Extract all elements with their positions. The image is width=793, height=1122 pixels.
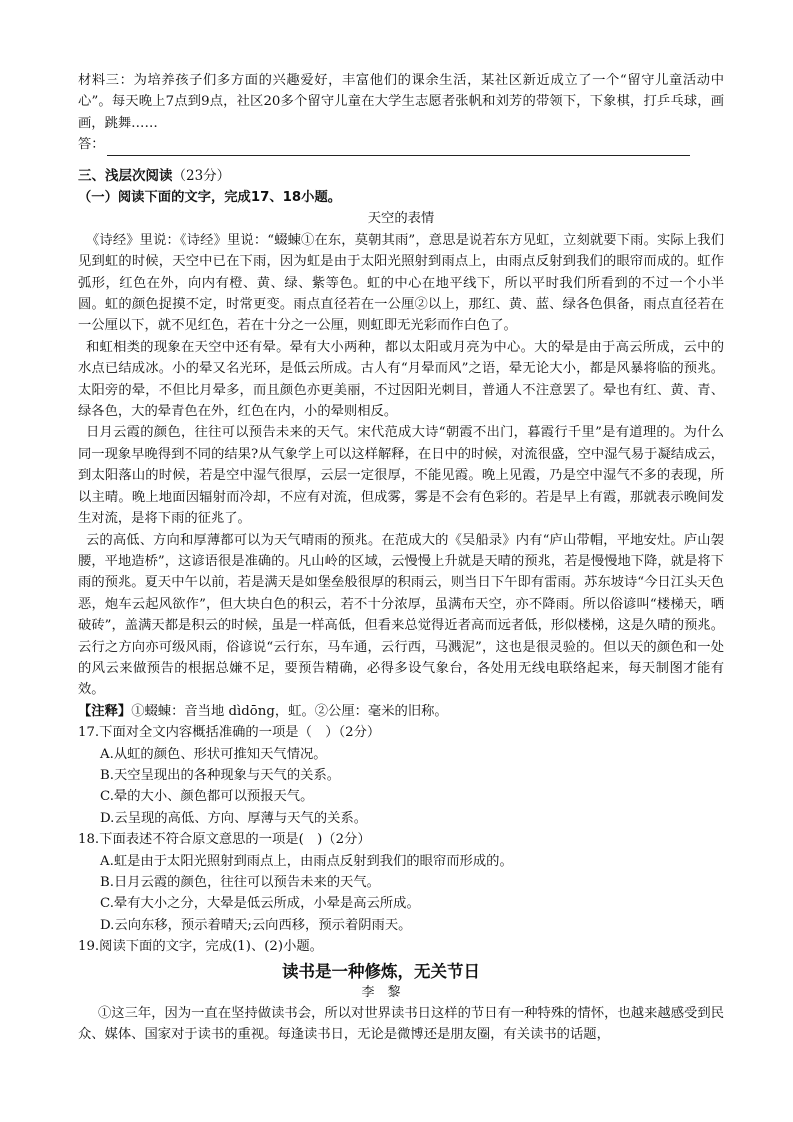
annotation-text: ①蝃蝀：音当地 dìdōng，虹。②公厘：毫米的旧称。 [131, 703, 448, 719]
essay-author: 李 黎 [361, 984, 401, 1000]
question-17-options [78, 744, 724, 830]
question-17-option-a[interactable]: A.从虹的颜色、形状可推知天气情况。 [100, 746, 327, 762]
question-18-option-c[interactable]: C.晕有大小之分，大晕是低云所成，小晕是高云所成。 [100, 896, 420, 912]
section-three-title: 三、浅层次阅读 [78, 167, 173, 184]
question-18-options [78, 851, 724, 937]
article-paragraph: 和虹相类的现象在天空中还有晕。晕有大小两种，都以太阳或月亮为中心。大的晕是由于高云所成，云中的水点已结成冰。小的晕又名光环，是低云所成。古人有“月晕而风”之语，晕无论大小，都是风暴将临的预兆。太阳旁的晕，不但比月晕多，而且颜色亦更美丽，不过因阳光刺目，普通人不注意罢了。晕也有红、黄、青、绿各色，大的晕青色在外，红色在内，小的晕则相反。 [78, 339, 724, 420]
question-18-option-b[interactable]: B.日月云霞的颜色，往往可以预告未来的天气。 [100, 875, 380, 891]
article-paragraph: 日月云霞的颜色，往往可以预告未来的天气。宋代范成大诗“朝霞不出门，暮霞行千里”是有道理的。为什么同一现象早晚得到不同的结果?从气象学上可以这样解释，在日中的时候，对流很盛，空中湿气易于凝结成云，到太阳落山的时候，若是空中湿气很厚，云层一定很厚，不能见霞。晚上见霞，乃是空中湿气不多的表现，所以主晴。晚上地面因辐射而冷却，不应有对流，但成雾，雾是不会有色彩的。若是早上有霞，那就表示晚间发生对流，是将下雨的征兆了。 [78, 425, 724, 527]
question-19-stem: 19.阅读下面的文字，完成(1)、(2)小题。 [78, 939, 323, 955]
question-17-option-c[interactable]: C.晕的大小、颜色都可以预报天气。 [100, 789, 314, 805]
article-paragraph: 云的高低、方向和厚薄都可以为天气晴雨的预兆。在范成大的《吴船录》内有“庐山带帽，平地安灶。庐山袈腰，平地造桥”，这谚语很是准确的。凡山岭的区域，云慢慢上升就是天晴的预兆，若是慢慢地下降，就是将下雨的预兆。夏天中午以前，若是满天是如堡垒般很厚的积雨云，则当日下午即有雷雨。苏东坡诗“今日江头天色恶，炮车云起风欲作”，但大块白色的积云，若不十分浓厚，虽满布天空，亦不降雨。所以俗谚叫“楼梯天，晒破砖”，盖满天都是积云的时候，虽是一样高低，但看来总觉得近者高而远者低，形似楼梯，这是久晴的预兆。云行之方向亦可级风雨，俗谚说“云行东，马车通，云行西，马溅泥”，这也是很灵验的。但以天的颜色和一处的风云来做预告的根据总嫌不足，要预告精确，必得多设气象台，各处用无线电联络起来，每天制图才能有效。 [78, 532, 724, 698]
annotation-label: 【注释】 [78, 703, 132, 719]
answer-blank-line[interactable] [107, 141, 690, 156]
question-17-option-d[interactable]: D.云呈现的高低、方向、厚薄与天气的关系。 [100, 810, 368, 826]
question-17-option-b[interactable]: B.天空呈现出的各种现象与天气的关系。 [100, 767, 341, 783]
essay-title: 读书是一种修炼，无关节日 [282, 961, 480, 981]
section-three-heading [78, 166, 724, 187]
article-paragraph: 《诗经》里说：《诗经》里说：“蝃蝀①在东，莫朝其雨”，意思是说若东方见虹，立刻就要下雨。实际上我们见到虹的时候，天空中已在下雨，因为虹是由于太阳光照射到雨点上，由雨点反射到我们的眼帘而成的。虹作弧形，红色在外，向内有橙、黄、绿、紫等色。虹的中心在地平线下，所以平时我们所看到的不过一个小半圆。虹的颜色捉摸不定，时常更变。雨点直径若在一公厘②以上，那红、黄、蓝、绿各色俱备，雨点直径若在一公厘以下，就不见红色，若在十分之一公厘，则虹即无光彩而作白色了。 [78, 232, 724, 334]
question-18-option-d[interactable]: D.云向东移，预示着晴天;云向西移，预示着阴雨天。 [100, 917, 412, 933]
question-17-stem: 17.下面对全文内容概括准确的一项是（ ）（2分） [78, 725, 381, 741]
answer-label: 答： [78, 137, 105, 153]
material-three-paragraph: 材料三：为培养孩子们多方面的兴趣爱好，丰富他们的课余生活，某社区新近成立了一个“留守儿童活动中心”。每天晚上7点到9点，社区20多个留守儿童在大学生志愿者张帆和刘芳的带领下，下象棋，打乒乓球，画画，跳舞…… [78, 73, 724, 131]
question-18-option-a[interactable]: A.虹是由于太阳光照射到雨点上，由雨点反射到我们的眼帘而形成的。 [100, 853, 513, 869]
question-18-stem: 18.下面表述不符合原文意思的一项是( )（2分） [78, 832, 371, 848]
article-title: 天空的表情 [367, 211, 435, 227]
essay-paragraph: ①这三年，因为一直在坚持做读书会，所以对世界读书日这样的节日有一种特殊的情怀，也越来越感受到民众、媒体、国家对于读书的重视。每逢读书日，无论是微博还是朋友圈，有关读书的话题， [78, 1005, 724, 1043]
section-three-score: （23分） [172, 167, 231, 184]
part-one-heading: （一）阅读下面的文字，完成17、18小题。 [78, 190, 342, 206]
annotation-note [78, 701, 724, 722]
answer-line [78, 134, 724, 155]
exam-page [78, 70, 724, 1045]
